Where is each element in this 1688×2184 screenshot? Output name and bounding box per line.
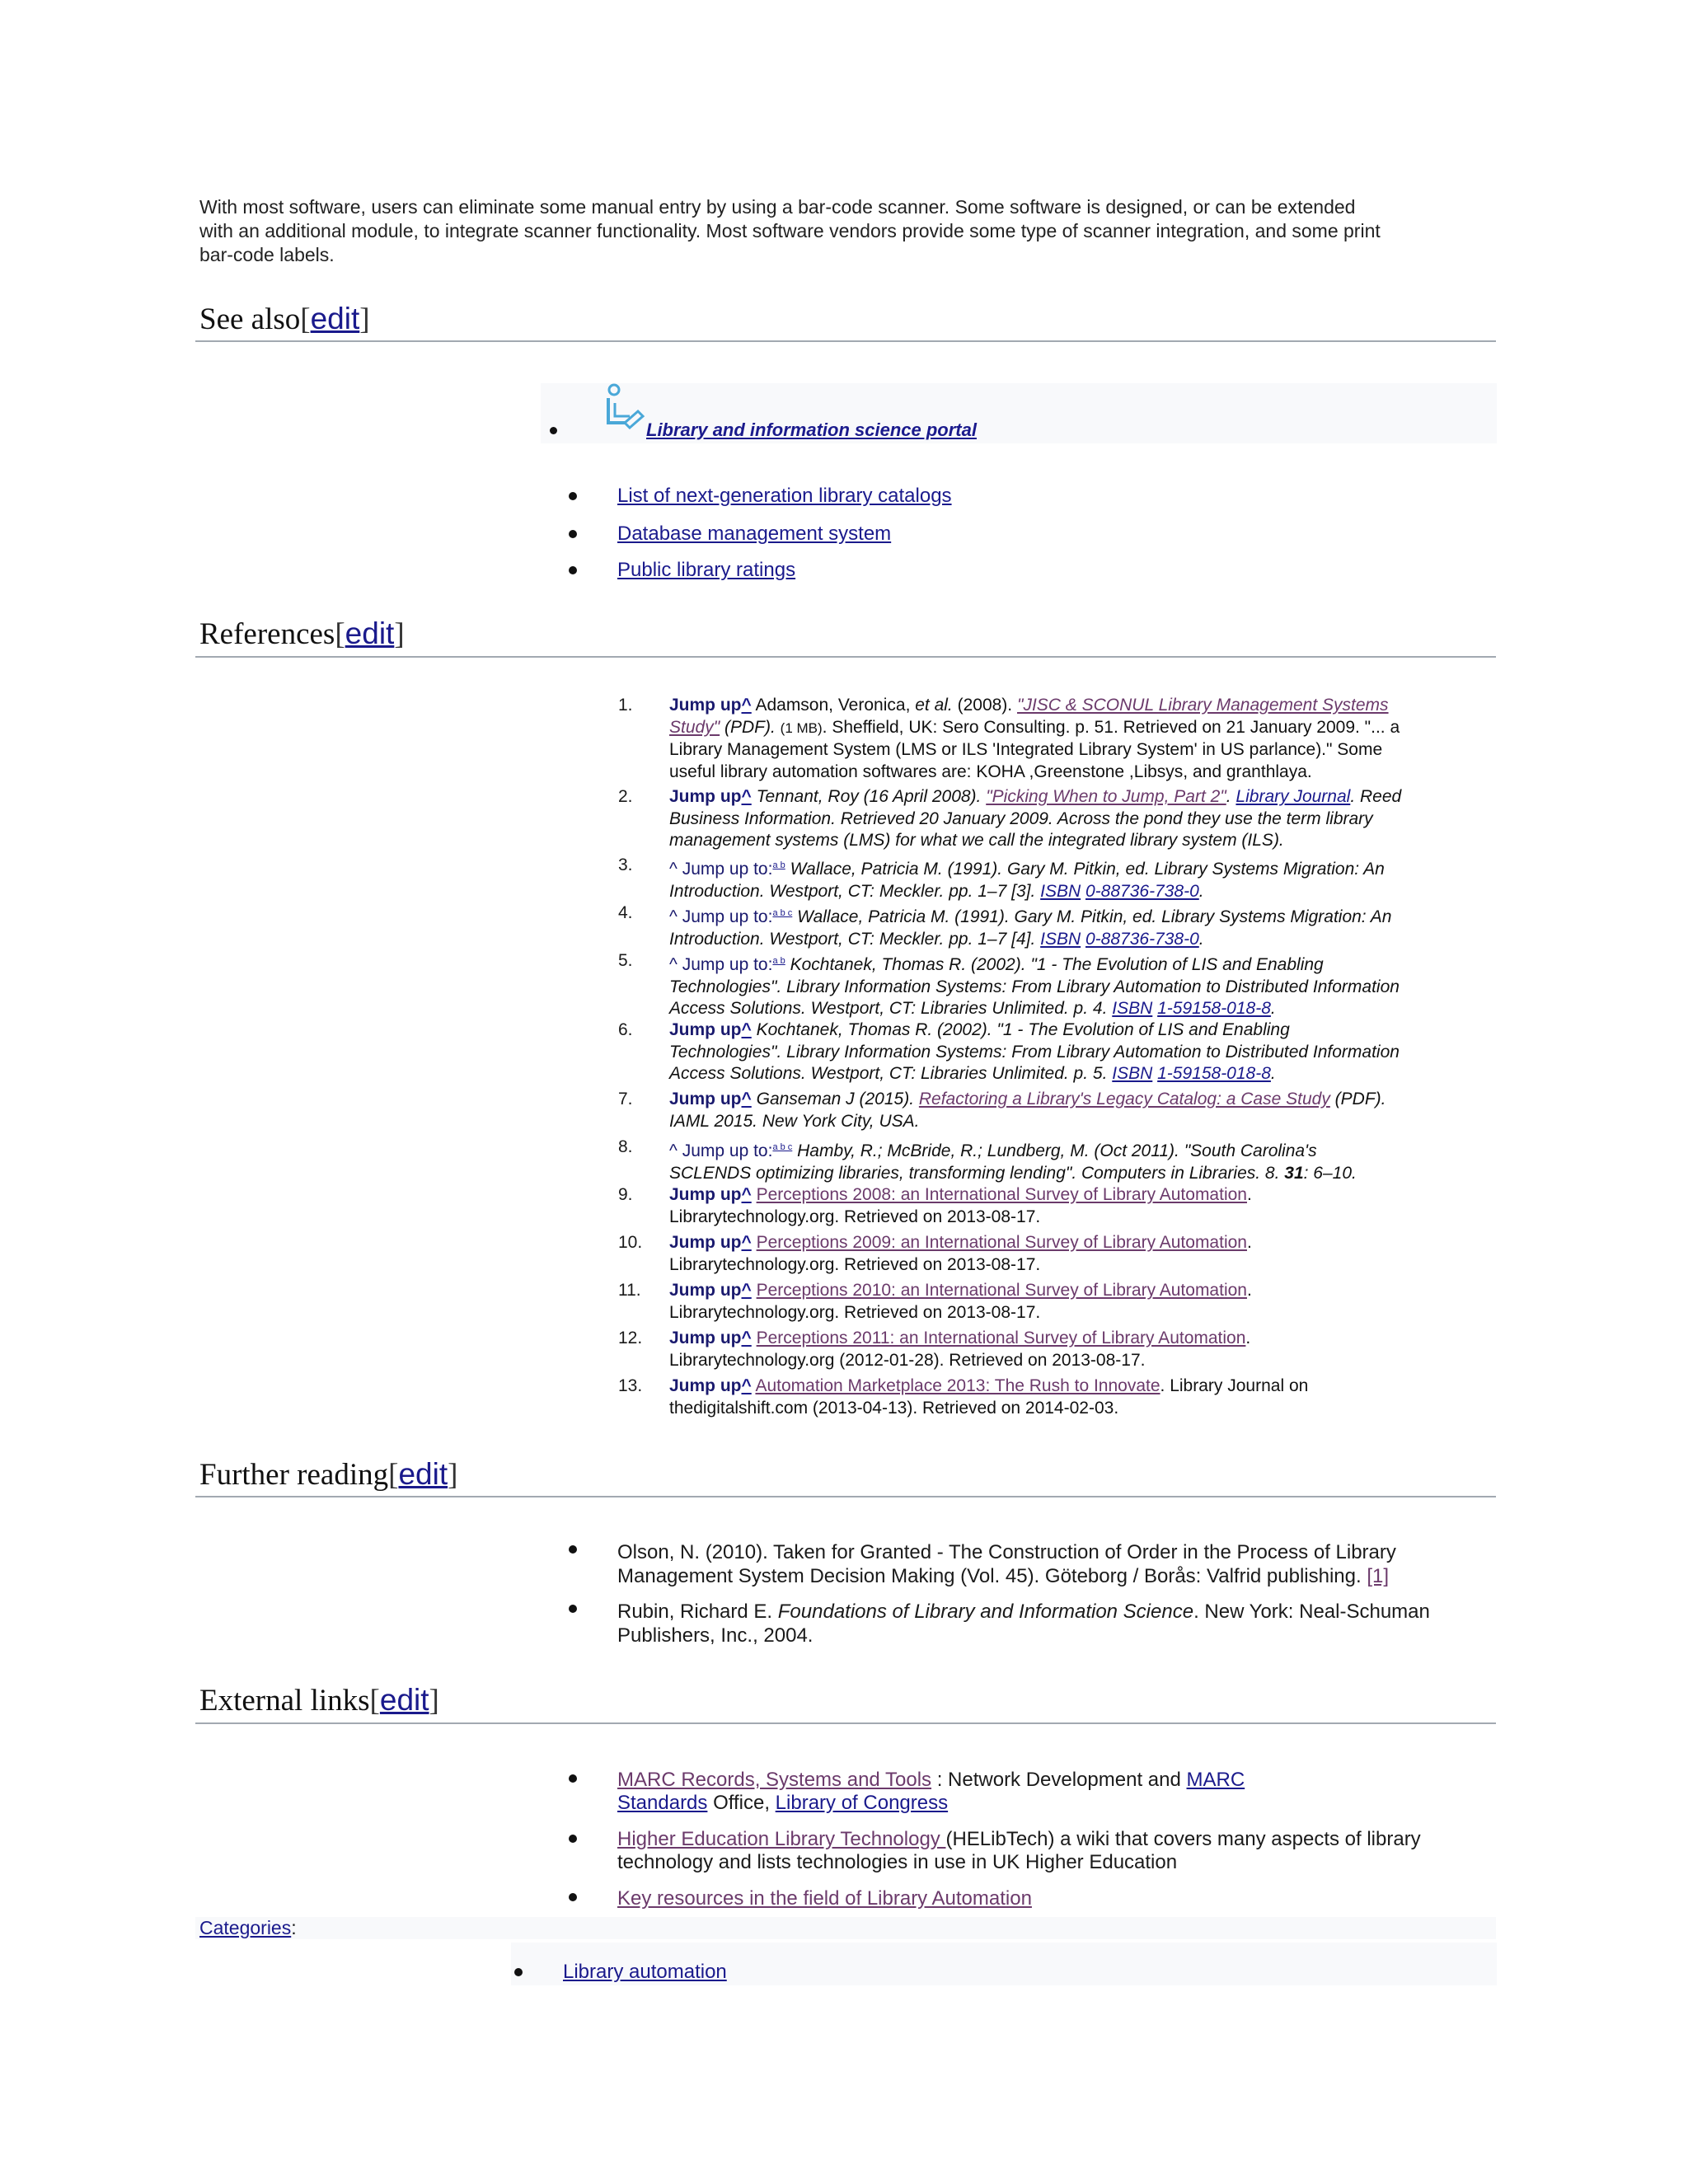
reference-link[interactable]: Perceptions 2008: an International Survey of Library Automation [756, 1185, 1247, 1204]
heading-text: See also [199, 302, 301, 336]
external-link[interactable]: Higher Education Library Technology [617, 1828, 946, 1850]
bullet [514, 1968, 523, 1976]
external-link-item: Higher Education Library Technology (HELibTech) a wiki that covers many aspects of library technology and lists technologies in use in UK Higher Education [617, 1828, 1421, 1873]
bullet [569, 1774, 577, 1783]
jump-up-link[interactable]: Jump up^ [669, 696, 752, 715]
bullet [569, 566, 577, 574]
backlink-letters[interactable]: a b [772, 860, 785, 870]
intro-line: with an additional module, to integrate scanner functionality. Most software vendors provide some type of scanner integration, and some print [199, 220, 1381, 241]
section-divider [195, 1722, 1496, 1724]
isbn-number-link[interactable]: 0-88736-738-0 [1085, 929, 1199, 949]
jump-up-link[interactable]: Jump up^ [669, 1376, 752, 1395]
jump-up-link[interactable]: Jump up^ [669, 1329, 752, 1347]
reference-link[interactable]: Refactoring a Library's Legacy Catalog: a Case Study [918, 1090, 1330, 1108]
external-link-item: MARC Records, Systems and Tools : Network Development and MARC Standards Office, Library of Congress [617, 1769, 1245, 1814]
section-divider [195, 340, 1496, 342]
intro-paragraph [199, 195, 1502, 267]
bullet [569, 1545, 577, 1554]
jump-up-to: ^ Jump up to:$^{a b}$ [669, 860, 785, 879]
jump-up-link[interactable]: Jump up^ [669, 1090, 752, 1108]
edit-link[interactable]: edit [345, 616, 395, 650]
edit-link[interactable]: edit [398, 1457, 448, 1491]
isbn-number-link[interactable]: 1-59158-018-8 [1157, 1064, 1271, 1083]
jump-up-link[interactable]: Jump up^ [669, 1020, 752, 1039]
bullet [569, 1605, 577, 1613]
see-also-item[interactable]: Database management system [617, 523, 892, 545]
external-link[interactable]: Library of Congress [775, 1792, 949, 1814]
categories-label: Categories: [199, 1917, 297, 1938]
isbn-link[interactable]: ISBN [1112, 999, 1153, 1018]
external-ref-link[interactable]: [1] [1367, 1565, 1390, 1587]
reference-link[interactable]: Perceptions 2011: an International Survey of Library Automation [756, 1329, 1246, 1347]
bullet [569, 530, 577, 538]
portal-link[interactable]: Library and information science portal [646, 419, 977, 440]
external-link[interactable]: Key resources in the field of Library Automation [617, 1887, 1032, 1910]
isbn-link[interactable]: ISBN [1040, 881, 1081, 901]
intro-line: With most software, users can eliminate some manual entry by using a bar-code scanner. Some software is designed, or can be extended [199, 196, 1356, 218]
backlink-letters[interactable]: a b c [772, 908, 793, 918]
section-heading-external-links: External links[edit] [199, 1683, 439, 1718]
isbn-number-link[interactable]: 0-88736-738-0 [1085, 881, 1199, 901]
isbn-link[interactable]: ISBN [1040, 929, 1081, 949]
bullet [550, 427, 557, 434]
reference-link[interactable]: Automation Marketplace 2013: The Rush to Innovate [755, 1376, 1160, 1395]
external-link[interactable]: MARC [1186, 1769, 1245, 1791]
reference-link[interactable]: Perceptions 2010: an International Survey of Library Automation [756, 1281, 1247, 1300]
reference-link[interactable]: Library Journal [1236, 787, 1351, 806]
heading-text: External links [199, 1684, 370, 1718]
section-divider [195, 656, 1496, 658]
heading-text: References [199, 617, 335, 651]
bullet [569, 1893, 577, 1901]
section-heading-further-reading: Further reading[edit] [199, 1457, 458, 1492]
section-heading-references: References[edit] [199, 616, 405, 651]
see-also-item[interactable]: Public library ratings [617, 559, 796, 581]
further-reading-item: Rubin, Richard E. Foundations of Library and Information Science. New York: Neal-Schuman Publishers, Inc., 2004. [617, 1601, 1430, 1647]
reference-link[interactable]: Perceptions 2009: an International Survey of Library Automation [756, 1233, 1247, 1252]
categories-bar [195, 1917, 1496, 1939]
edit-link[interactable]: edit [379, 1683, 429, 1717]
jump-up-to: ^ Jump up to:$^{a b c}$ [669, 1141, 793, 1160]
section-heading-see-also: See also[edit] [199, 302, 370, 336]
isbn-number-link[interactable]: 1-59158-018-8 [1157, 999, 1271, 1018]
reference-link[interactable]: Study" [669, 717, 720, 737]
further-reading-item: Olson, N. (2010). Taken for Granted - The Construction of Order in the Process of Library Management System Decision Making (Vol. 45). Göteborg / Borås: Valfrid publishing. [1] [617, 1541, 1396, 1587]
backlink-letters[interactable]: a b c [772, 1142, 793, 1152]
jump-up-link[interactable]: Jump up^ [669, 787, 752, 806]
heading-text: Further reading [199, 1458, 389, 1492]
external-link[interactable]: Standards [617, 1792, 708, 1814]
see-also-item[interactable]: List of next-generation library catalogs [617, 485, 952, 507]
reference-link[interactable]: "JISC & SCONUL Library Management Systems [1016, 696, 1389, 715]
edit-link[interactable]: edit [310, 302, 360, 335]
jump-up-link[interactable]: Jump up^ [669, 1233, 752, 1252]
portal-icon[interactable] [600, 383, 648, 435]
jump-up-link[interactable]: Jump up^ [669, 1281, 752, 1300]
intro-line: bar-code labels. [199, 244, 335, 265]
jump-up-to: ^ Jump up to:$^{a b c}$ [669, 907, 793, 926]
bullet [569, 492, 577, 500]
section-divider [195, 1496, 1496, 1497]
isbn-link[interactable]: ISBN [1112, 1064, 1153, 1083]
external-link-item [617, 1886, 1032, 1911]
jump-up-to: ^ Jump up to:$^{a b}$ [669, 955, 785, 974]
backlink-letters[interactable]: a b [772, 956, 785, 966]
categories-link[interactable]: Categories [199, 1917, 292, 1938]
external-link[interactable]: MARC Records, Systems and Tools [617, 1769, 932, 1791]
jump-up-link[interactable]: Jump up^ [669, 1185, 752, 1204]
category-item[interactable]: Library automation [563, 1961, 727, 1983]
reference-link[interactable]: "Picking When to Jump, Part 2" [986, 787, 1226, 806]
bullet [569, 1835, 577, 1843]
